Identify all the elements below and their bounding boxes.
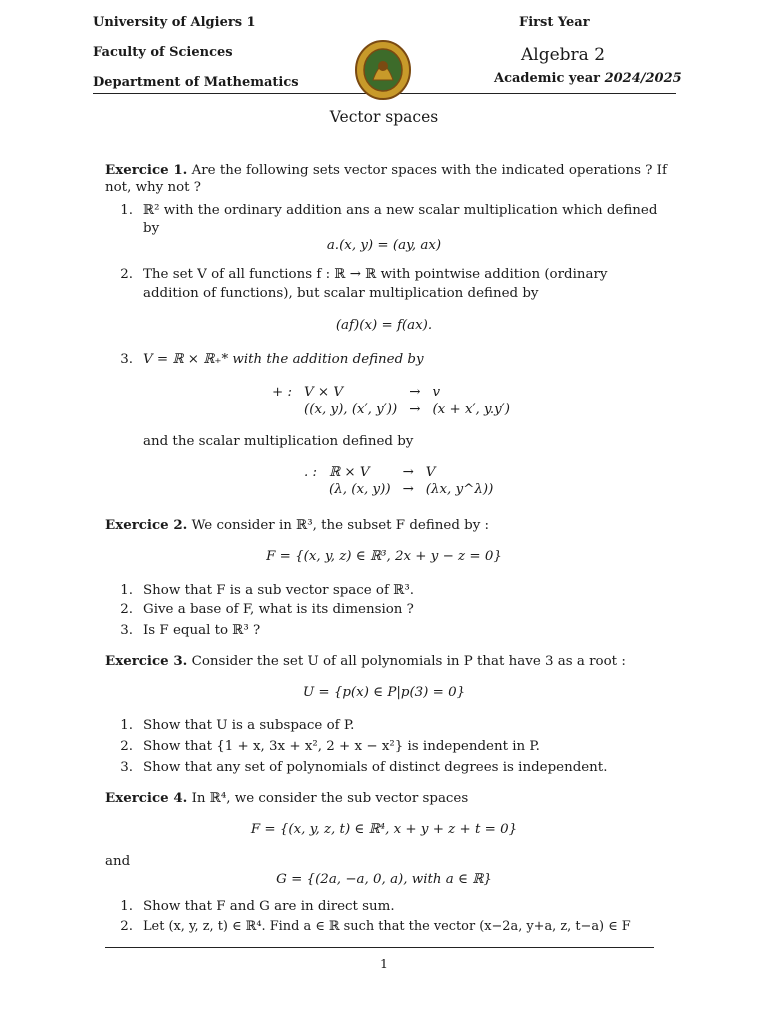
ex1-intro-line1 xyxy=(105,162,667,178)
ex4-item2-text: Let (x, y, z, t) ∈ ℝ⁴. Find a ∈ ℝ such that the vector (x−2a, y+a, z, t−a) ∈ F xyxy=(143,919,631,934)
ex2-item3-number: 3. xyxy=(120,623,133,638)
addition-arrow: → xyxy=(409,385,421,400)
department-name: Department of Mathematics xyxy=(93,75,299,90)
ex2-item1-text: Show that F is a sub vector space of ℝ³. xyxy=(143,583,414,598)
ex4-item1-text: Show that F and G are in direct sum. xyxy=(143,899,395,914)
ex2-equation: F = {(x, y, z) ∈ ℝ³, 2x + y − z = 0} xyxy=(266,549,502,564)
ex4-equation-g: G = {(2a, −a, 0, a), with a ∈ ℝ} xyxy=(276,872,492,887)
ex4-and: and xyxy=(105,854,131,869)
ex3-equation: U = {p(x) ∈ P|p(3) = 0} xyxy=(302,685,466,700)
scalar-op: . : xyxy=(304,465,318,480)
ex2-item3-text: Is F equal to ℝ³ ? xyxy=(143,623,261,638)
addition-arrow2: → xyxy=(409,402,421,417)
ex2-label: Exercice 2. xyxy=(105,517,188,533)
scalar-element: (λ, (x, y)) xyxy=(329,482,391,497)
scalar-arrow2: → xyxy=(402,482,414,497)
ex1-item1-line2: by xyxy=(143,221,160,236)
scalar-map xyxy=(298,465,499,499)
scalar-codomain: V xyxy=(425,465,436,480)
ex1-item2-equation: (af)(x) = f(ax). xyxy=(335,318,433,333)
ex2-item2-number: 2. xyxy=(120,602,133,617)
university-seal-logo xyxy=(355,40,411,100)
addition-element: ((x, y), (x′, y′)) xyxy=(304,402,398,417)
addition-codomain: v xyxy=(432,385,441,400)
ex4-item1-number: 1. xyxy=(120,899,133,914)
ex2-intro xyxy=(105,517,489,533)
ex3-item2-text: Show that {1 + x, 3x + x², 2 + x − x²} is independent in P. xyxy=(143,739,540,754)
ex3-item2-number: 2. xyxy=(120,739,133,754)
ex1-item3-line1: V = ℝ × ℝ₊* with the addition defined by xyxy=(143,352,424,367)
ex1-item1-number: 1. xyxy=(120,203,133,218)
ex4-intro-text: In ℝ⁴, we consider the sub vector spaces xyxy=(191,791,469,806)
ex2-item2-text: Give a base of F, what is its dimension ? xyxy=(143,602,414,617)
ex1-item1-line1: ℝ² with the ordinary addition ans a new scalar multiplication which defined xyxy=(143,203,658,218)
ex4-equation-f: F = {(x, y, z, t) ∈ ℝ⁴, x + y + z + t = 0} xyxy=(250,822,518,837)
scalar-arrow: → xyxy=(402,465,414,480)
document-title: Vector spaces xyxy=(329,108,439,126)
ex1-item2-line1: The set V of all functions f : ℝ → ℝ with pointwise addition (ordinary xyxy=(143,267,608,282)
ex1-item2-line2: addition of functions), but scalar multiplication defined by xyxy=(143,286,539,301)
ex1-intro-text1: Are the following sets vector spaces with the indicated operations ? If xyxy=(191,163,667,178)
ex1-item2-number: 2. xyxy=(120,267,133,282)
ex3-item1-text: Show that U is a subspace of P. xyxy=(143,718,355,733)
addition-domain: V × V xyxy=(304,385,344,400)
ex1-item1-equation: a.(x, y) = (ay, ax) xyxy=(326,238,442,253)
faculty-name: Faculty of Sciences xyxy=(93,45,233,60)
ex1-item3-number: 3. xyxy=(120,352,133,367)
scalar-image: (λx, y^λ)) xyxy=(425,482,494,497)
ex4-intro xyxy=(105,790,468,806)
ex3-label: Exercice 3. xyxy=(105,653,188,669)
addition-map xyxy=(266,385,516,419)
ex3-item3-number: 3. xyxy=(120,760,133,775)
footer-rule xyxy=(105,947,654,948)
ex1-item3-line2: and the scalar multiplication defined by xyxy=(143,434,414,449)
ex3-intro xyxy=(105,653,626,669)
ex2-item1-number: 1. xyxy=(120,583,133,598)
ex1-label: Exercice 1. xyxy=(105,162,188,178)
ex4-item2-number: 2. xyxy=(120,919,133,934)
page-number: 1 xyxy=(380,956,388,971)
university-name: University of Algiers 1 xyxy=(93,15,256,30)
course-title: Algebra 2 xyxy=(521,45,606,65)
ex3-item1-number: 1. xyxy=(120,718,133,733)
ex3-item3-text: Show that any set of polynomials of distinct degrees is independent. xyxy=(143,760,608,775)
ex4-label: Exercice 4. xyxy=(105,790,188,806)
academic-year xyxy=(494,71,682,86)
scalar-domain: ℝ × V xyxy=(329,465,370,480)
academic-year-value: 2024/2025 xyxy=(604,71,682,86)
addition-op: + : xyxy=(272,385,292,400)
addition-image: (x + x′, y.y′) xyxy=(432,402,510,417)
academic-year-label: Academic year xyxy=(494,71,601,86)
ex3-intro-text: Consider the set U of all polynomials in P that have 3 as a root : xyxy=(191,654,626,669)
ex1-intro-line2: not, why not ? xyxy=(105,180,201,195)
year-label: First Year xyxy=(519,15,590,30)
ex2-intro-text: We consider in ℝ³, the subset F defined by : xyxy=(191,518,490,533)
